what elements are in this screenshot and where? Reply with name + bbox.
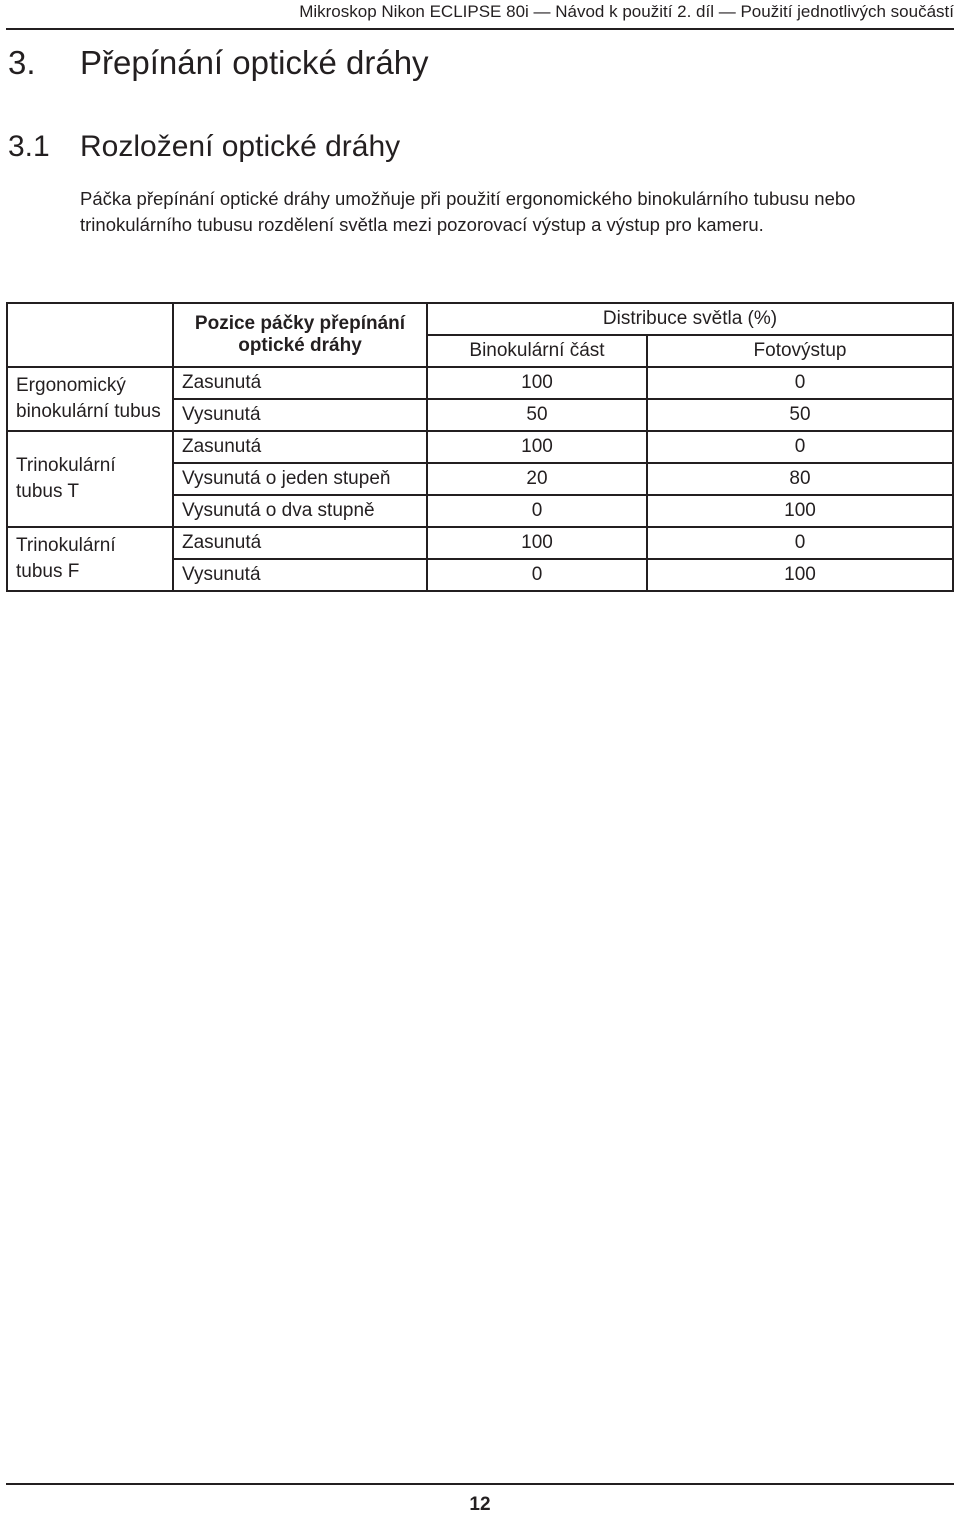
photo-value-cell: 0 — [647, 367, 953, 399]
table-row — [7, 431, 953, 463]
header-position: Pozice páčky přepínání optické dráhy — [173, 303, 427, 367]
position-cell: Vysunutá o dva stupně — [173, 495, 427, 527]
table-row — [7, 367, 953, 399]
binocular-value-cell: 100 — [427, 527, 647, 559]
footer-divider — [6, 1483, 954, 1485]
section-number: 3.1 — [8, 130, 50, 163]
binocular-value-cell: 0 — [427, 495, 647, 527]
intro-paragraph: Páčka přepínání optické dráhy umožňuje při použití ergonomického binokulárního tubusu nebo trinokulárního tubusu rozdělení světla mezi pozorovací výstup a výstup pro kameru. — [80, 188, 856, 235]
chapter-title-text: Přepínání optické dráhy — [80, 44, 429, 81]
light-distribution-table — [6, 302, 954, 592]
tube-type-cell: Trinokulární tubus F — [7, 527, 173, 591]
page-number: 12 — [469, 1494, 491, 1515]
position-cell: Vysunutá — [173, 559, 427, 591]
table-row — [7, 527, 953, 559]
position-cell: Vysunutá o jeden stupeň — [173, 463, 427, 495]
tube-type-cell: Ergonomický binokulární tubus — [7, 367, 173, 431]
header-distribution: Distribuce světla (%) — [427, 303, 953, 335]
photo-value-cell: 80 — [647, 463, 953, 495]
header-divider — [6, 28, 954, 30]
table-body — [7, 367, 953, 591]
binocular-value-cell: 20 — [427, 463, 647, 495]
position-cell: Zasunutá — [173, 367, 427, 399]
photo-value-cell: 100 — [647, 495, 953, 527]
photo-value-cell: 100 — [647, 559, 953, 591]
position-cell: Zasunutá — [173, 527, 427, 559]
photo-value-cell: 50 — [647, 399, 953, 431]
section-title-text: Rozložení optické dráhy — [80, 130, 401, 163]
table-corner-cell — [7, 303, 173, 367]
running-header: Mikroskop Nikon ECLIPSE 80i — Návod k použití 2. díl — Použití jednotlivých součástí — [299, 2, 954, 21]
chapter-number: 3. — [8, 44, 36, 81]
header-photo: Fotovýstup — [647, 335, 953, 367]
header-binocular: Binokulární část — [427, 335, 647, 367]
section-title — [8, 130, 400, 164]
photo-value-cell: 0 — [647, 431, 953, 463]
binocular-value-cell: 100 — [427, 431, 647, 463]
chapter-title — [8, 44, 429, 82]
position-cell: Zasunutá — [173, 431, 427, 463]
binocular-value-cell: 0 — [427, 559, 647, 591]
binocular-value-cell: 50 — [427, 399, 647, 431]
tube-type-cell: Trinokulární tubus T — [7, 431, 173, 527]
position-cell: Vysunutá — [173, 399, 427, 431]
binocular-value-cell: 100 — [427, 367, 647, 399]
photo-value-cell: 0 — [647, 527, 953, 559]
